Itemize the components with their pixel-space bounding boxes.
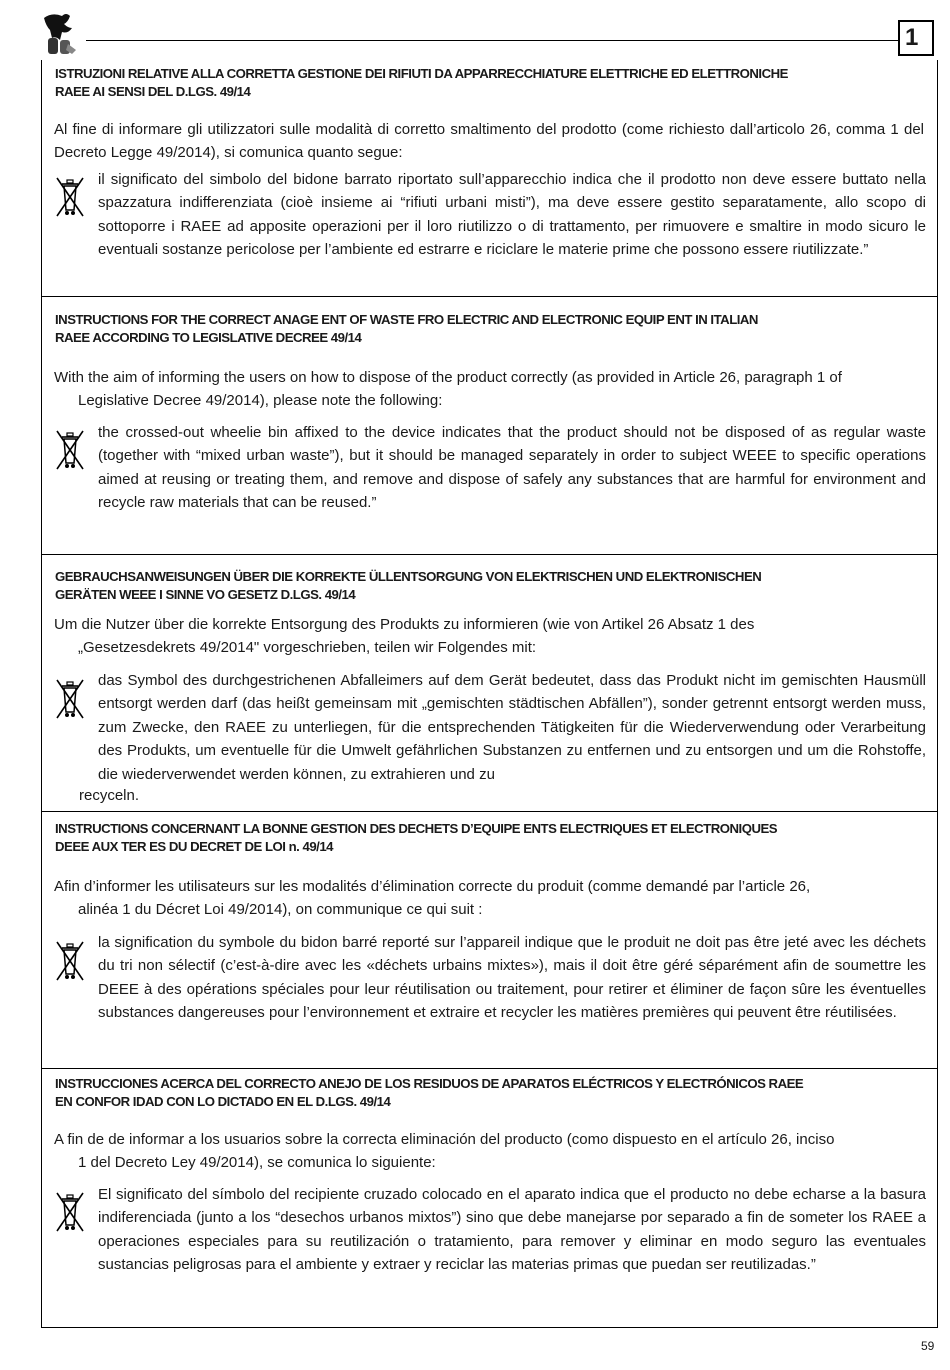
heading-line-2: GERÄTEN WEEE I SINNE VO GESETZ D.LGS. 49/14 <box>55 587 356 602</box>
intro-line-1: Um die Nutzer über die korrekte Entsorgung des Produkts zu informieren (wie von Artikel 26 Absatz 1 des <box>54 616 755 633</box>
heading-line-1: GEBRAUCHSANWEISUNGEN ÜBER DIE KORREKTE ÜLLENTSORGUNG VON ELEKTRISCHEN UND ELEKTRONISCHEN <box>55 569 762 584</box>
section-heading <box>55 311 920 347</box>
heading-line-1: INSTRUCCIONES ACERCA DEL CORRECTO ANEJO DE LOS RESIDUOS DE APARATOS ELÉCTRICOS Y ELECTRÓNICOS RAEE <box>55 1076 804 1091</box>
section-divider <box>41 1068 938 1069</box>
section-intro: Al fine di informare gli utilizzatori sulle modalità di corretto smaltimento del prodotto (come richiesto dall’articolo 26, comma 1 del Decreto Legge 49/2014), si comunica quanto segue: <box>54 121 924 161</box>
weee-bin-icon <box>52 427 88 473</box>
heading-line-1: INSTRUCTIONS FOR THE CORRECT ANAGE ENT OF WASTE FRO ELECTRIC AND ELECTRONIC EQUIP ENT IN ITALIAN <box>55 312 758 327</box>
page-number: 59 <box>921 1339 935 1353</box>
section-body: El significato del símbolo del recipiente cruzado colocado en el aparato indica que el producto no debe echarse a la basura indiferenciada (junto a los “desechos urbanos mixtos”) sino que debe manejarse por separado a fin de someter los RAEE a operaciones especiales para su reutilización o tratamiento, para remover y eliminar en modo seguro las eventuales sustancias peligrosas para el ambiente y extraer y reciclar las materias primas que puedan ser reutilizadas.” <box>98 1186 926 1274</box>
weee-bin-icon <box>52 1189 88 1235</box>
section-heading <box>55 568 920 604</box>
brand-logo <box>38 10 82 58</box>
section-body-tail: recyceln. <box>79 787 140 804</box>
section-divider <box>41 811 938 812</box>
heading-line-2: RAEE ACCORDING TO LEGISLATIVE DECREE 49/14 <box>55 330 362 345</box>
intro-line-2: 1 del Decreto Ley 49/2014), se comunica lo siguiente: <box>78 1154 436 1171</box>
weee-bin-icon <box>52 938 88 984</box>
section-heading <box>55 820 920 856</box>
heading-line-1: INSTRUCTIONS CONCERNANT LA BONNE GESTION DES DECHETS D’EQUIPE ENTS ELECTRIQUES ET ELECTRONIQUES <box>55 821 778 836</box>
section-intro <box>54 613 924 659</box>
intro-line-1: With the aim of informing the users on how to dispose of the product correctly (as provided in Article 26, paragraph 1 of <box>54 369 842 386</box>
section-intro <box>54 366 924 412</box>
section-body: das Symbol des durchgestrichenen Abfalleimers auf dem Gerät bedeutet, dass das Produkt nicht im gemischten Hausmüll entsorgt werden darf (das heißt gemeinsam mit „gemischten städtischen Abfällen”), sonder getrennt entsorgt werden muss, zum Zwecke, den RAEE zu unterliegen, für die entsprechenden Tätigkeiten für die Wiederverwendung oder Verarbeitung des Produkts, um eventuelle für die Umwelt gefährlichen Substanzen zu entfernen und zu entsorgen und um die Rohstoffe, die wiederverwendet werden können, zu extrahieren und zu <box>98 672 926 783</box>
chapter-number-box: 1 <box>898 20 934 56</box>
intro-line-1: A fin de de informar a los usuarios sobre la correcta eliminación del producto (como dispuesto en el artículo 26, inciso <box>54 1131 835 1148</box>
weee-bin-icon <box>52 174 88 220</box>
intro-line-1: Afin d’informer les utilisateurs sur les modalités d’élimination correcte du produit (comme demandé par l’article 26, <box>54 878 811 895</box>
weee-bin-icon <box>52 676 88 722</box>
section-divider <box>41 554 938 555</box>
section-intro <box>54 1128 924 1174</box>
intro-line-2: „Gesetzesdekrets 49/2014" vorgeschrieben, teilen wir Folgendes mit: <box>78 639 537 656</box>
section-body: la signification du symbole du bidon barré reporté sur l’appareil indique que le produit ne doit pas être jeté avec les déchets du tri non sélectif (c’est-à-dire avec les «déchets urbains mixtes»), mais il doit être géré séparément afin de soumettre les DEEE à des opérations spéciales pour leur réutilisation ou traitement, pour retirer et éliminer de façon sûre les éventuelles substances dangereuses pour l’environnement et extraire et recycler les matières premières qui peuvent être réutilisées. <box>98 934 926 1022</box>
section-body: il significato del simbolo del bidone barrato riportato sull’apparecchio indica che il prodotto non deve essere buttato nella spazzatura indifferenziata (cioè insieme ai “rifiuti urbani misti”), ma deve essere gestito separatamente, allo scopo di sottoporre i RAEE ad apposite operazioni per il loro riutilizzo o di trattamento, per rimuovere e smaltire in modo sicuro le eventuali sostanze pericolose per l’ambiente ed estrarre e riciclare le materie prime che possono essere riutilizzate.” <box>98 171 926 259</box>
section-intro <box>54 875 924 921</box>
intro-line-2: Legislative Decree 49/2014), please note the following: <box>78 392 443 409</box>
section-heading <box>55 65 920 101</box>
intro-line-2: alinéa 1 du Décret Loi 49/2014), on communique ce qui suit : <box>78 901 483 918</box>
heading-line-2: DEEE AUX TER ES DU DECRET DE LOI n. 49/14 <box>55 839 333 854</box>
heading-line-1: ISTRUZIONI RELATIVE ALLA CORRETTA GESTIONE DEI RIFIUTI DA APPARRECCHIATURE ELETTRICHE ED ELETTRONICHE <box>55 66 788 81</box>
section-heading <box>55 1075 920 1111</box>
heading-line-2: RAEE AI SENSI DEL D.LGS. 49/14 <box>55 84 251 99</box>
heading-line-2: EN CONFOR IDAD CON LO DICTADO EN EL D.LGS. 49/14 <box>55 1094 391 1109</box>
section-divider <box>41 296 938 297</box>
header-rule <box>86 40 898 41</box>
section-body: the crossed-out wheelie bin affixed to the device indicates that the product should not be disposed of as regular waste (together with “mixed urban waste”), but it should be managed separately in order to subject WEEE to specific operations aimed at reusing or treating them, and remove and dispose of safely any substances that are harmful for environment and recycle raw materials that can be reused.” <box>98 424 926 512</box>
